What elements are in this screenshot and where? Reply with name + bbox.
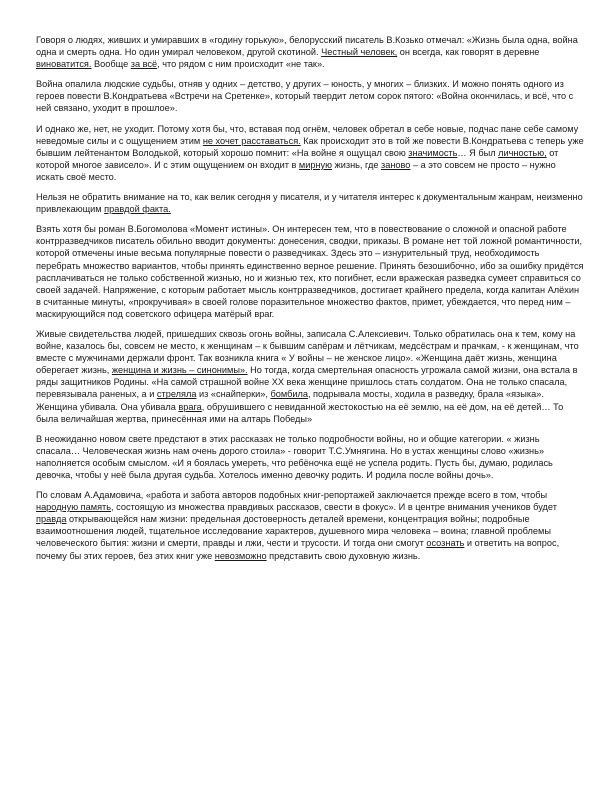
document-page [36,34,584,570]
text-run: , что рядом с ним происходит «не так». [157,59,325,70]
text-run: Вообще [91,59,131,70]
underlined-text: мирную [298,159,333,170]
underlined-text: бомбила [270,389,308,400]
text-run: , обрушившего с невиданной жестокостью на её землю, на её дом, на её детей… То была величайшая жертва, принесённая ими на алтарь Победы» [36,401,564,424]
paragraph-5 [36,223,584,320]
underlined-text: правдой факта. [104,204,171,215]
text-run: он всегда, как говорят в деревне [397,47,540,58]
paragraph-8 [36,489,584,562]
underlined-text: осознать [426,538,465,549]
paragraph-1 [36,34,584,70]
paragraph-6 [36,328,584,425]
text-run: Взять хотя бы роман В.Богомолова «Момент истины». Он интересен тем, что в повествование о сложной и опасной работе контрразведчиков писатель обильно вводит документы: донесения, сводки, приказы. В романе нет той ложной романтичности, которой отмечены иные весьма популярные повести о разведчиках. Здесь это – изнурительный труд, необходимость перебрать множество вариантов, чтобы принять единственно верное решение. Принять безошибочно, ибо за ошибку придётся расплачиваться не только собственной жизнью, но и жизнью тех, кто погибнет, если вражеская разведка сумеет справиться со своей задачей. Напряжение, с которым работает мысль контрразведчиков, достигает крайнего предела, когда капитан Алёхин в считанные минуты, «прокручивая» в своей голове поразительное множество фактов, примет, убеждается, что перед ним – маскирующийся под советского офицера матёрый враг. [36,224,584,319]
underlined-text: правда [36,514,67,525]
text-run: и ответить на вопрос, почему бы этих героев, без этих книг уже [36,538,560,561]
text-run: Война опалила людские судьбы, отняв у одних – детство, у других – юность, у многих – близких. И можно понять одного из героев повести В.Кондратьева «Встречи на Сретенке», который твердит летом сорок пятого: «Война окончилась, и всё, что с ней связано, уходит в прошлое». [36,79,574,114]
text-run: , состоящую из множества правдивых рассказов, свести в фокус». И в центре внимания учеников будет [111,502,557,513]
text-run: от которой многое зависело». И с этим ощущением он входит в [36,147,559,170]
text-run: В неожиданно новом свете предстают в этих рассказах не только подробности войны, но и общие категории. « жизнь спасала… Человеческая жизнь нам очень дорого стоила» - говорит Т.С.Умнягина. Но в устах женщины слово «жизнь» наполняется особым смыслом. «И я боялась умереть, что ребёночка ещё не успела родить. Пусть бы, думаю, родилась девочка, чтобы у неё была другая судьба. Хотелось именно девочку родить. И родила после войны дочь». [36,433,553,480]
text-run: Как происходит это в той же повести В.Кондратьева с теперь уже бывшим лейтенантом Володькой, который хорошо помнит: «На войне я ощущал свою [36,135,584,158]
text-run: , подрывала мосты, ходила в разведку, брала «языка». Женщина убивала. Она убивала [36,389,544,412]
text-run: жизнь, где [332,159,382,170]
underlined-text: женщина и жизнь – синонимы». [111,365,248,376]
text-run: И однако же, нет, не уходит. Потому хотя бы, что, вставая под огнём, человек обретал в себе новые, подчас пане себе самому неведомые силы и с ощущением этим [36,123,579,146]
underlined-text: народную память [36,502,112,513]
underlined-text: заново [381,159,411,170]
paragraph-3 [36,123,584,183]
text-run: По словам А.Адамовича, «работа и забота авторов подобных книг-репортажей заключается прежде всего в том, чтобы [36,490,548,501]
text-run: Но тогда, когда смертельная опасность угрожала самой жизни, она встала в ряды защитников Родины. «На самой страшной войне XX века женщине пришлось стать солдатом. Она не только спасала, перевязывала раненых, а и [36,365,578,400]
underlined-text: личностью, [498,147,547,158]
underlined-text: не хочет расставаться. [202,135,301,146]
paragraph-4 [36,191,584,215]
text-run: … Я был [457,147,499,158]
text-run: из «снайперки», [196,389,271,400]
paragraph-7 [36,433,584,481]
text-run: Нельзя не обратить внимание на то, как велик сегодня у писателя, и у читателя интерес к документальным жанрам, неизменно привлекающим [36,192,583,215]
text-run: открывающейся нам жизни: предельная достоверность деталей времени, концентрация войны; подробные взаимоотношения людей, тщательное исследование характеров, душевного мира человека – воина; главной проблемы человеческого бытия: жизни и смерти, правды и лжи, чести и трусости. И тогда они смогут [36,514,551,549]
paragraph-2 [36,78,584,114]
underlined-text: за всё [130,59,158,70]
text-run: – а это совсем не просто – нужно искать своё место. [36,159,556,182]
underlined-text: стреляла [156,389,197,400]
text-run: Говоря о людях, живших и умиравших в «годину горькую», белорусский писатель В.Козько отмечал: «Жизнь была одна, война одна и смерть одна. Но один умирал человеком, другой скотиной. [36,35,578,58]
underlined-text: врага [178,401,202,412]
text-run: представить свою духовную жизнь. [266,550,421,561]
text-run: Живые свидетельства людей, пришедших сквозь огонь войны, записала С.Алексиевич. Только обратилась она к тем, кому на войне, казалось бы, совсем не место, к женщинам – к бывшим сапёрам и лётчикам, медсёстрам и прачкам, - к женщинам, что вместе с мужчинами держали фронт. Так возникла книга « У войны – не женское лицо». «Женщина даёт жизнь, женщина оберегает жизнь, [36,328,579,376]
underlined-text: невозможно [214,550,267,561]
underlined-text: Честный человек, [321,47,398,58]
underlined-text: значимость [408,147,458,158]
underlined-text: виноватится. [36,59,92,70]
